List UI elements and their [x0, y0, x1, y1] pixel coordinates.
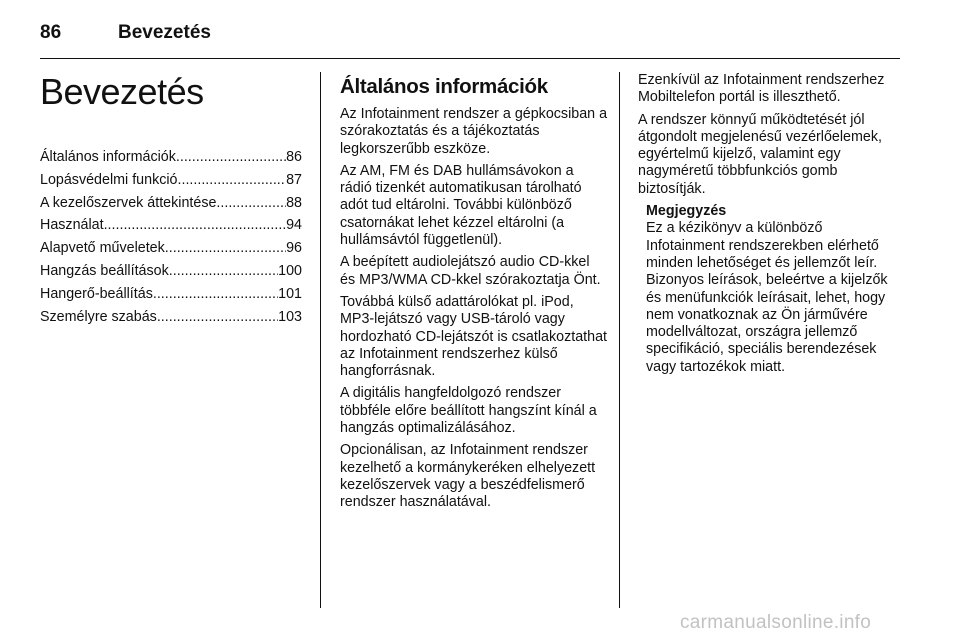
toc-entry[interactable]: [40, 214, 302, 237]
toc-entry[interactable]: [40, 260, 302, 283]
body-paragraph: Az AM, FM és DAB hullámsávokon a rádió tizenkét automatikusan tárolható adót tud eltárolni. További különböző csatornákat lehet kézzel eltárolni (a hullámsávtól függetlenül).: [340, 162, 582, 249]
column-left: [40, 72, 302, 328]
body-paragraph: Továbbá külső adattárolókat pl. iPod, MP3-lejátszó vagy USB-tároló vagy hordozható CD-lejátszót is csatlakoztathat az Infotainment rendszerhez külső hangforrásnak.: [340, 293, 608, 380]
toc-entry-label: Hangzás beállítások: [40, 262, 169, 279]
toc-entry-label: Használat: [40, 217, 104, 234]
toc-entry-page: 86: [286, 149, 302, 165]
toc-entry-page: 96: [286, 240, 302, 257]
section-title: Általános információk: [340, 75, 548, 98]
toc-leader-dots: [157, 306, 278, 329]
toc-entry-label: Alapvető műveletek: [40, 240, 165, 257]
toc-entry[interactable]: [40, 192, 302, 215]
toc-leader-dots: [178, 169, 287, 192]
toc-leader-dots: [169, 260, 278, 283]
toc-entry[interactable]: [40, 283, 302, 306]
toc-entry-page: 100: [278, 262, 302, 279]
table-of-contents: [40, 146, 302, 328]
toc-leader-dots: [176, 146, 286, 169]
toc-leader-dots: [153, 283, 278, 306]
body-paragraph: A beépített audiolejátszó audio CD-kkel és MP3/WMA CD-kkel szórakoztatja Önt.: [340, 254, 601, 288]
chapter-title: Bevezetés: [40, 71, 204, 112]
column-right: [638, 72, 900, 376]
toc-entry[interactable]: [40, 237, 302, 260]
page-number: 86: [40, 22, 62, 43]
body-paragraph: Opcionálisan, az Infotainment rendszer kezelhető a kormánykeréken elhelyezett kezelőszervek vagy a beszédfelismerő rendszer használatával.: [340, 442, 596, 511]
note-title: Megjegyzés: [646, 203, 727, 220]
toc-entry[interactable]: [40, 169, 302, 192]
toc-entry-label: Lopásvédelmi funkció: [40, 171, 178, 188]
toc-entry[interactable]: [40, 306, 302, 329]
body-paragraph: Ezenkívül az Infotainment rendszerhez Mobiltelefon portál is illeszthető.: [638, 72, 885, 106]
toc-entry-page: 103: [278, 308, 302, 325]
column-divider-2: [619, 72, 620, 608]
watermark: carmanualsonline.info: [680, 612, 872, 633]
page-header: [40, 20, 900, 58]
toc-entry-label: Hangerő-beállítás: [40, 285, 153, 302]
toc-entry[interactable]: [40, 146, 302, 169]
running-title: Bevezetés: [118, 22, 211, 43]
toc-entry-label: Személyre szabás: [40, 308, 157, 325]
toc-entry-page: 94: [286, 217, 302, 234]
toc-entry-page: 87: [286, 171, 302, 188]
toc-entry-page: 88: [286, 194, 302, 211]
note-box: [646, 203, 900, 376]
body-paragraph: A digitális hangfeldolgozó rendszer többféle előre beállított hangszínt kínál a hangzás optimalizálásához.: [340, 385, 597, 437]
toc-entry-label: A kezelőszervek áttekintése: [40, 194, 217, 211]
body-paragraph: A rendszer könnyű működtetését jól átgondolt megjelenésű vezérlőelemek, egyértelmű kijelző, valamint egy nagyméretű többfunkciós gomb biztosítják.: [638, 111, 882, 197]
toc-entry-page: 101: [278, 285, 302, 302]
note-text: Ez a kézikönyv a különböző Infotainment rendszerekben elérhető minden lehetőséget és jellemzőt leír. Bizonyos leírások, beleértve a kijelzők és menüfunkciók leírásait, lehet, hogy nem vonatkoznak az Ön járművére modellváltozat, országra jellemző specifikáció, speciális berendezések vagy tartozékok miatt.: [646, 220, 888, 375]
toc-leader-dots: [165, 237, 286, 260]
column-middle: [340, 72, 608, 517]
header-rule: [40, 58, 900, 59]
column-divider-1: [320, 72, 321, 608]
body-paragraph: Az Infotainment rendszer a gépkocsiban a szórakoztatás és a tájékoztatás legkorszerűbb eszköze.: [340, 106, 608, 157]
toc-leader-dots: [104, 214, 287, 237]
toc-leader-dots: [216, 192, 286, 215]
toc-entry-label: Általános információk: [40, 149, 176, 165]
